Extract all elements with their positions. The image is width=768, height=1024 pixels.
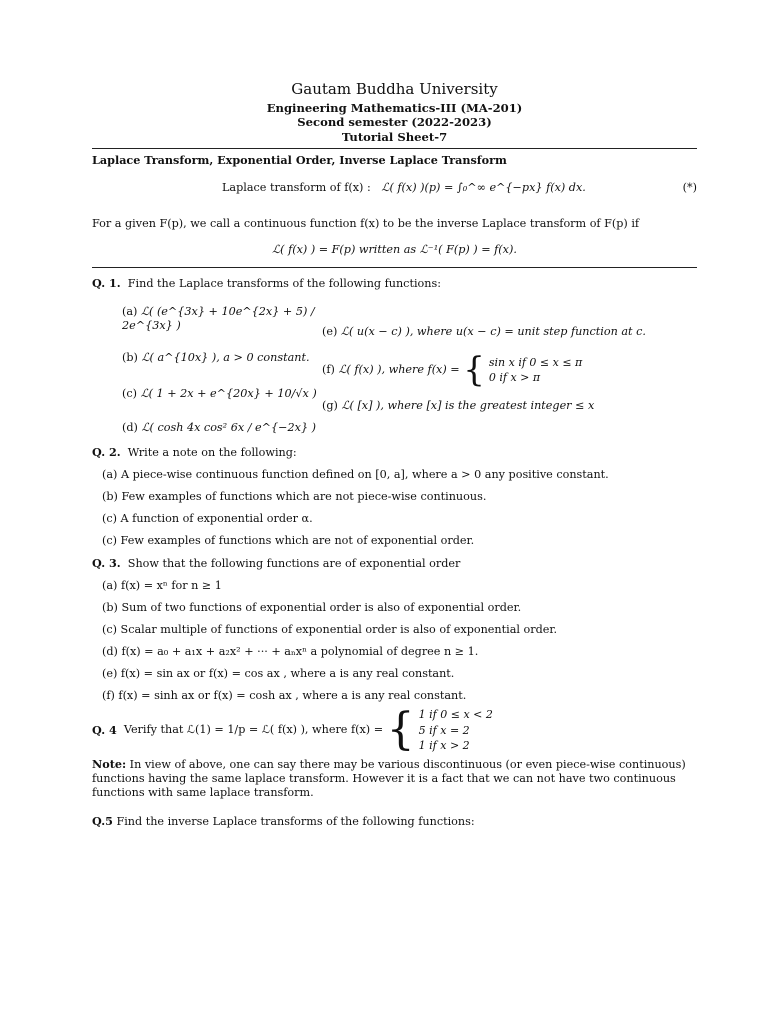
- inverse-definition-formula: ℒ( f(x) ) = F(p) written as ℒ⁻¹( F(p) ) = f(x).: [272, 243, 517, 257]
- q1-part-c: (c) ℒ( 1 + 2x + e^{20x} + 10/√x ): [122, 387, 317, 401]
- definition-lhs: Laplace transform of f(x) :: [222, 181, 371, 195]
- list-item: (f) f(x) = sinh ax or f(x) = cosh ax , where a is any real constant.: [102, 689, 467, 703]
- q3-label: Q. 3.: [92, 556, 121, 571]
- question-1: [92, 276, 697, 291]
- list-item: (c) Scalar multiple of functions of exponential order is also of exponential order.: [102, 623, 558, 637]
- q5-label: Q.5: [92, 814, 113, 829]
- q1-part-a: (a) ℒ( (e^{3x} + 10e^{2x} + 5) / 2e^{3x} ): [122, 305, 315, 333]
- q2-label: Q. 2.: [92, 445, 121, 460]
- question-4: [92, 704, 697, 756]
- question-2: [92, 445, 697, 460]
- q4-label: Q. 4: [92, 723, 117, 738]
- q1-part-e: (e) ℒ( u(x − c) ), where u(x − c) = unit step function at c.: [322, 325, 646, 339]
- definition-rhs: ℒ( f(x) )(p) = ∫₀^∞ e^{−px} f(x) dx.: [381, 181, 586, 195]
- list-item: (a) f(x) = xⁿ for n ≥ 1: [102, 579, 222, 593]
- q1-left-column: [92, 295, 322, 435]
- list-item: (c) Few examples of functions which are not of exponential order.: [102, 534, 475, 548]
- q1-parts: [92, 295, 697, 435]
- q4-text: Verify that ℒ(1) = 1/p = ℒ( f(x) ), where f(x) =: [123, 723, 384, 737]
- list-item: (c) A function of exponential order α.: [102, 512, 313, 526]
- q1-right-column: [322, 295, 697, 435]
- course-title: Engineering Mathematics-III (MA-201): [266, 100, 523, 115]
- document-page: [92, 80, 697, 829]
- equation-tag: (*): [682, 181, 697, 195]
- semester: Second semester (2022-2023): [297, 115, 492, 130]
- inverse-definition-text: For a given F(p), we call a continuous function f(x) to be the inverse Laplace transform of F(p) if: [92, 217, 640, 231]
- left-brace: {: [463, 350, 485, 391]
- left-brace: {: [386, 704, 415, 756]
- question-3: [92, 556, 697, 571]
- piecewise-cases: sin x if 0 ≤ x ≤ π 0 if x > π: [488, 355, 583, 385]
- note-text: In view of above, one can say there may be various discontinuous (or even piece-wise continuous) functions having the same laplace transform. However it is a fact that we can not have two continuous functions with same laplace transform.: [92, 758, 686, 800]
- question-5: [92, 814, 697, 829]
- mid-divider: [92, 267, 697, 268]
- q3-items: [102, 579, 697, 703]
- sheet-title: Tutorial Sheet-7: [341, 129, 448, 144]
- list-item: (b) Few examples of functions which are not piece-wise continuous.: [102, 490, 487, 504]
- q2-text: Write a note on the following:: [127, 446, 297, 460]
- list-item: (b) Sum of two functions of exponential order is also of exponential order.: [102, 601, 522, 615]
- definition-formula: [222, 181, 586, 195]
- list-item: (a) A piece-wise continuous function defined on [0, a], where a > 0 any positive constant.: [102, 468, 609, 482]
- q1-part-d: (d) ℒ( cosh 4x cos² 6x / e^{−2x} ): [122, 421, 316, 435]
- q1-part-f: (f) ℒ( f(x) ), where f(x) = { sin x if 0 ≤ x ≤ π 0 if x > π: [322, 350, 583, 391]
- q1-label: Q. 1.: [92, 276, 121, 291]
- q2-items: [102, 468, 697, 548]
- q1-part-b: (b) ℒ( a^{10x} ), a > 0 constant.: [122, 351, 310, 365]
- top-divider: [92, 148, 697, 149]
- laplace-definition: [92, 171, 697, 211]
- university-name: Gautam Buddha University: [291, 80, 498, 98]
- note-label: Note:: [92, 757, 127, 772]
- q1-part-g: (g) ℒ( [x] ), where [x] is the greatest integer ≤ x: [322, 399, 595, 413]
- q1-text: Find the Laplace transforms of the following functions:: [127, 277, 441, 291]
- piecewise-cases: 1 if 0 ≤ x < 2 5 if x = 2 1 if x > 2: [418, 708, 493, 752]
- document-header: [92, 80, 697, 144]
- section-title: Laplace Transform, Exponential Order, Inverse Laplace Transform: [92, 153, 507, 168]
- list-item: (e) f(x) = sin ax or f(x) = cos ax , where a is any real constant.: [102, 667, 455, 681]
- q3-text: Show that the following functions are of exponential order: [127, 557, 461, 571]
- note-paragraph: [92, 757, 697, 800]
- list-item: (d) f(x) = a₀ + a₁x + a₂x² + ··· + aₙxⁿ a polynomial of degree n ≥ 1.: [102, 645, 479, 659]
- q5-text: Find the inverse Laplace transforms of the following functions:: [116, 815, 475, 829]
